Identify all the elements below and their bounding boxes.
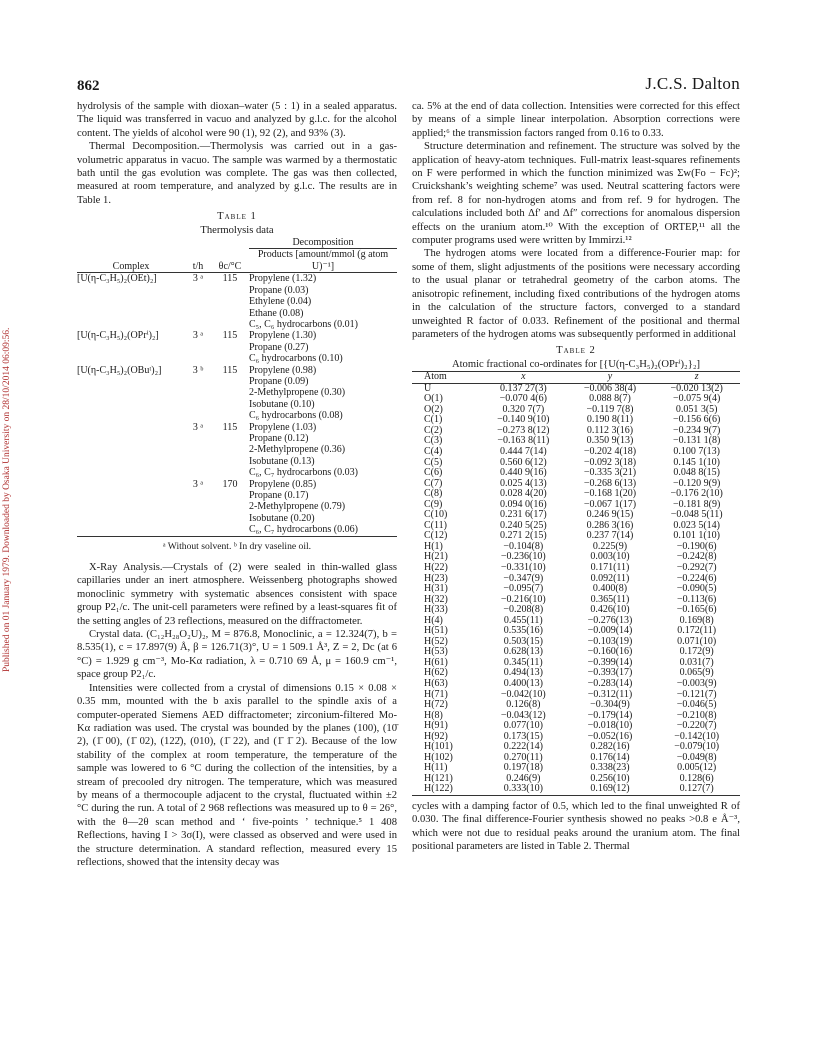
product-entry: C₆ hydrocarbons (0.08) (249, 410, 343, 422)
table-cell: 0.246 9(15) (586, 509, 634, 521)
table-cell: H(52) (424, 635, 448, 647)
table-row (77, 365, 397, 422)
table-cell: 0.101 1(10) (673, 530, 720, 542)
table-row (412, 679, 740, 690)
table-row (77, 330, 397, 364)
table-cell: 0.444 7(14) (499, 445, 547, 457)
table-cell: −0.119 7(8) (586, 403, 634, 415)
table-cell: −0.142(10) (674, 730, 720, 742)
table-cell: H(23) (424, 572, 448, 584)
table-cell: 0.240 5(25) (499, 519, 547, 531)
table-cell: 0.270(11) (503, 751, 543, 763)
table-row (77, 422, 397, 479)
table-cell: H(122) (412, 784, 480, 795)
paragraph: hydrolysis of the sample with dioxan–water (5 : 1) in a sealed apparatus. The liquid was transferred in vacuo and analyzed by g.l.c. for the alcohol content. The yields of alcohol were 90 (1), 92 (2), and 93% (3). (77, 101, 397, 139)
table-cell: −0.242(8) (676, 551, 717, 563)
paragraph: Intensities were collected from a crystal of dimensions 0.15 × 0.08 × 0.35 mm, mounted with the b axis parallel to the spindle axis of a computer-operated Siemens AED diffractometer; zirconium-filtered Mo-Kα radiation was used. The crystal was bounded by the planes (100), (10̄ 2), (1̄ 00), (1̄ 02), (122̄), (010), (1̄ 22), and (1̄ 1̄ 2). Because of the low stability of the complex at room temperature, the temperature of the sample was lowered to 6 °C during the collection of the intensities, by a stream of precooled dry nitrogen. The temperature, which was measured by means of a thermocouple adjacent to the crystal, fluctuated within ±2 °C during the run. A total of 2 968 reflections was measured up to θ = 26°, with the θ—2θ scan method and ‘ five-points ’ technique.⁵ 1 408 Reflections, having I > 3σ(I), were classed as observed and were used in the structure determination. A standard reflection, measured every 15 reflections, showed that the intensity decay was (77, 682, 397, 868)
product-entry: C₆, C₇ hydrocarbons (0.06) (249, 524, 358, 536)
table-cell: −0.103(19) (587, 635, 633, 647)
table-cell: −0.095(7) (503, 583, 544, 595)
table-cell: 0.169(8) (679, 614, 714, 626)
table-cell: −0.020 13(2) (670, 382, 723, 394)
table-2 (412, 344, 740, 796)
product-entry: Propane (0.03) (249, 284, 309, 296)
table-cell: 0.494(13) (503, 667, 543, 679)
table-cell: H(31) (424, 583, 448, 595)
table-header-cell: x (480, 372, 567, 384)
table-cell: C(2) (424, 424, 443, 436)
table-cell: C(9) (424, 498, 443, 510)
table-cell: 0.051 3(5) (675, 403, 718, 415)
table-cell: 0.333(10) (480, 784, 567, 795)
table-cell: 0.092(11) (590, 572, 630, 584)
table-cell: H(102) (424, 751, 453, 763)
download-watermark: Published on 01 January 1979. Downloaded by Osaka University on 28/10/2014 06:09:56. (2, 327, 12, 673)
table-cell: −0.292(7) (676, 561, 717, 573)
table-cell: −0.052(16) (587, 730, 633, 742)
table-cell: 3 ᵃ (192, 330, 204, 342)
journal-name: J.C.S. Dalton (645, 74, 740, 93)
table-cell: H(22) (424, 561, 448, 573)
table-cell: C(5) (424, 456, 443, 468)
table-cell: H(62) (424, 667, 448, 679)
paragraph: ca. 5% at the end of data collection. Intensities were corrected for this effect by means of a simple linear interpolation. Absorption corrections were applied;⁶ the transmission factors ranged from 0.16 to 0.33. (412, 101, 740, 139)
table-cell: 0.440 9(16) (499, 467, 547, 479)
table-cell: −0.202 4(18) (583, 445, 637, 457)
table-cell: −0.181 8(9) (673, 498, 721, 510)
table-cell: 0.173(15) (503, 730, 543, 742)
table-cell: −0.283(14) (587, 677, 633, 689)
table-cell: C(4) (424, 445, 443, 457)
product-entry: 2-Methylpropene (0.30) (249, 387, 346, 399)
table-cell: 0.222(14) (503, 741, 543, 753)
table-cell: 0.137 27(3) (499, 382, 547, 394)
table-cell: 0.237 7(14) (586, 530, 634, 542)
product-entry: Ethane (0.08) (249, 307, 304, 319)
table-header-cell: y (567, 372, 654, 384)
table-cell: 3 ᵃ (192, 421, 204, 433)
table-cell: −0.140 9(10) (497, 414, 550, 426)
table-2-grid (412, 371, 740, 796)
table-cell: 3 ᵃ (192, 273, 204, 285)
table-cell: 0.282(16) (590, 741, 630, 753)
table-cell: 0.145 1(10) (673, 456, 720, 468)
table-cell: −0.399(14) (587, 656, 633, 668)
table-cell: 0.176(14) (590, 751, 630, 763)
table-cell: 0.231 6(17) (499, 509, 547, 521)
product-entry: Propane (0.09) (249, 375, 309, 387)
table-cell: H(63) (424, 677, 448, 689)
table-cell: 0.088 8(7) (589, 393, 631, 405)
table-header-cell: θc/°C (211, 249, 249, 273)
table-cell: 0.094 0(16) (499, 498, 547, 510)
table-cell: 0.003(10) (590, 551, 630, 563)
table-cell: −0.070 4(6) (499, 393, 547, 405)
table-cell: C(12) (424, 530, 448, 542)
table-cell: H(91) (424, 720, 448, 732)
table-header-cell (77, 237, 185, 249)
right-column (412, 100, 740, 854)
table-cell: −0.120 9(9) (673, 477, 721, 489)
table-cell: 115 (222, 421, 238, 433)
table-row (412, 563, 740, 574)
table-cell: 0.025 4(13) (499, 477, 547, 489)
table-cell: 0.455(11) (503, 614, 543, 626)
table-header-cell (185, 237, 211, 249)
table-header-cell: t/h (185, 249, 211, 273)
table-row (77, 479, 397, 537)
table-cell: 0.246(9) (506, 772, 541, 784)
table-cell: [U(η-C₃H₅)₂(OPrⁱ)₂] (77, 330, 159, 342)
table-row (412, 447, 740, 458)
table-cell: 0.286 3(16) (586, 519, 634, 531)
table-cell: [U(η-C₃H₅)₂(OBuᵗ)₂] (77, 364, 162, 376)
table-cell: 0.126(8) (506, 699, 541, 711)
table-1 (77, 210, 397, 553)
table-cell: −0.160(16) (587, 646, 633, 658)
table-cell: −0.006 38(4) (583, 382, 637, 394)
table-cell: −0.079(10) (674, 741, 720, 753)
table-cell: −0.276(13) (587, 614, 633, 626)
table-cell: U (424, 382, 432, 394)
table-cell: −0.046(5) (676, 699, 717, 711)
table-cell: −0.393(17) (587, 667, 633, 679)
table-cell: 0.172(11) (677, 625, 717, 637)
table-cell: −0.234 9(7) (673, 424, 721, 436)
table-cell: 0.320 7(7) (502, 403, 545, 415)
table-cell: −0.176 2(10) (670, 488, 723, 500)
table-cell: 0.256(10) (590, 772, 630, 784)
table-cell: C(7) (424, 477, 443, 489)
table-cell: 0.005(12) (677, 762, 717, 774)
table-cell: H(71) (424, 688, 448, 700)
table-cell: 0.028 4(20) (499, 488, 547, 500)
table-cell: 0.190 8(11) (586, 414, 634, 426)
table-cell: 0.197(18) (503, 762, 543, 774)
product-entry: C₆ hydrocarbons (0.10) (249, 353, 343, 365)
product-entry: Isobutane (0.13) (249, 455, 315, 467)
table-cell: H(1) (424, 540, 443, 552)
product-entry: Propylene (1.03) (249, 421, 317, 433)
table-cell: H(72) (424, 699, 448, 711)
product-entry: Ethylene (0.04) (249, 296, 312, 308)
table-cell: −0.208(8) (503, 604, 544, 616)
table-cell: 0.560 6(12) (499, 456, 547, 468)
product-entry: Propylene (0.98) (249, 364, 317, 376)
table-cell: 0.503(15) (503, 635, 543, 647)
table-cell: H(32) (424, 593, 448, 605)
table-cell: H(21) (424, 551, 448, 563)
table-cell: 0.400(13) (503, 677, 543, 689)
table-cell: 0.365(11) (590, 593, 630, 605)
table-cell: 3 ᵃ (185, 479, 211, 537)
table-header-cell: Products [amount/mmol (g atom U)⁻¹] (249, 249, 397, 273)
table-cell: 3 ᵇ (192, 364, 204, 376)
table-cell: −0.090(5) (676, 583, 717, 595)
table-cell: H(92) (424, 730, 448, 742)
table-cell: −0.179(14) (587, 709, 633, 721)
table-cell: 0.112 3(16) (586, 424, 634, 436)
table-cell: 0.338(23) (590, 762, 630, 774)
product-entry: 2-Methylpropene (0.79) (249, 501, 346, 513)
table-cell: −0.347(9) (503, 572, 544, 584)
table-cell: −0.067 1(17) (583, 498, 637, 510)
table-cell (249, 479, 397, 537)
paragraph: X-Ray Analysis.—Crystals of (2) were sealed in thin-walled glass capillaries under an inert atmosphere. Weissenberg photographs showed monoclinic symmetry with systematic absences consistent with space group P2₁/c. The unit-cell parameters were refined by a least-squares fit of the setting angles of 23 reflections, measured on the diffractometer. (77, 562, 397, 627)
table-cell: C(11) (424, 519, 447, 531)
table-cell: −0.104(8) (503, 540, 544, 552)
table-cell: −0.273 8(12) (497, 424, 550, 436)
table-cell: −0.075 9(4) (673, 393, 721, 405)
table-cell: 0.077(10) (503, 720, 543, 732)
table-cell: 0.127(7) (653, 784, 740, 795)
table-cell: −0.009(14) (587, 625, 633, 637)
paragraph: Structure determination and refinement. The structure was solved by the application of heavy-atom techniques. Full-matrix least-squares refinements on F were performed in which the function minimized was Σw(Fo − Fc)²; Cruickshank’s weighting scheme⁷ was used. Neutral scattering factors were from ref. 8 for non-hydrogen atoms and from ref. 9 for hydrogen. The calculations included both Δf′ and Δf″ corrections for anomalous dispersion effects on the uranium atom.¹⁰ With the exception of ORTEP,¹¹ all the computer programs used were written by Immirzi.¹² (412, 141, 740, 247)
table-cell: 0.128(6) (679, 772, 714, 784)
table-cell: 0.271 2(15) (499, 530, 547, 542)
table-cell: −0.003(9) (676, 677, 717, 689)
product-entry: Propylene (1.32) (249, 273, 317, 285)
table-cell: −0.092 3(18) (583, 456, 637, 468)
table-cell (77, 479, 185, 537)
table-cell: −0.156 6(6) (673, 414, 721, 426)
table-cell: −0.190(6) (676, 540, 717, 552)
table-cell: −0.043(12) (500, 709, 546, 721)
table-cell: H(61) (424, 656, 448, 668)
paragraph: cycles with a damping factor of 0.5, which led to the final unweighted R of 0.030. The final difference-Fourier synthesis showed no peaks >0.8 e Å⁻³, which were not due to residual peaks around the uranium atom. The final positional parameters are listed in Table 2. Thermal (412, 801, 740, 853)
table-cell: −0.236(10) (500, 551, 546, 563)
product-entry: Propylene (0.85) (249, 478, 317, 490)
product-entry: Propane (0.12) (249, 432, 309, 444)
table-cell (249, 365, 397, 422)
paragraph: Crystal data. (C₁₂H₂₈O₂U)₂, M = 876.8, Monoclinic, a = 12.324(7), b = 8.535(1), c = 17.897(9) Å, β = 126.71(3)°, U = 1 509.1 Å³, Z = 2, Dc (at 6 °C) = 1.929 g cm⁻³, Mo-Kα radiation, λ = 0.710 69 Å, μ = 160.9 cm⁻¹, space group P2₁/c. (77, 629, 397, 681)
table-cell (77, 422, 185, 479)
paragraph: Thermal Decomposition.—Thermolysis was carried out in a gas-volumetric apparatus in vacuo. The sample was warmed by a thermostatic bath until the gas evolution was complete. The gas was then collected, measured at room temperature, and analyzed by g.l.c. The results are in Table 1. (77, 141, 397, 206)
table-cell: H(53) (424, 646, 448, 658)
table-cell: 0.400(8) (592, 583, 628, 595)
table-cell: −0.048 5(11) (670, 509, 723, 521)
table-cell: −0.335 3(21) (583, 467, 637, 479)
table-cell: C(3) (424, 435, 443, 447)
paragraph: The hydrogen atoms were located from a difference-Fourier map: for some of them, slight adjustments of the positions were necessary according to the usual planar or tetrahedral geometry of the carbon atoms. The anisotropic refinement, including fixed contributions of the hydrogen atoms in the calculation of the structure factors, converged to a standard unweighted R factor of 0.033. Refinement of the positional and thermal parameters of the hydrogen atoms was subsequently performed in additional (412, 248, 740, 340)
table-footnote: ᵃ Without solvent. ᵇ In dry vaseline oil. (162, 540, 312, 552)
table-cell: −0.210(8) (676, 709, 717, 721)
product-entry: Isobutane (0.10) (249, 398, 315, 410)
table-cell: 0.225(9) (592, 540, 628, 552)
table-cell: C(8) (424, 488, 443, 500)
table-cell: O(2) (424, 403, 443, 415)
table-1-grid (77, 237, 397, 537)
table-group-header: Decomposition (249, 237, 397, 249)
table-cell: −0.312(11) (587, 688, 633, 700)
table-cell: −0.131 1(8) (673, 435, 721, 447)
product-entry: Propane (0.17) (249, 490, 309, 501)
table-cell: 0.172(9) (679, 646, 714, 658)
table-cell: −0.224(6) (676, 572, 717, 584)
table-header-cell: Complex (77, 249, 185, 273)
product-entry: Isobutane (0.20) (249, 512, 315, 524)
table-cell: C(10) (424, 509, 448, 521)
table-cell: 0.628(13) (503, 646, 543, 658)
product-entry: C₅, C₆ hydrocarbons (0.01) (249, 318, 358, 330)
table-cell (249, 422, 397, 479)
table-cell: H(51) (424, 625, 448, 637)
table-cell: H(11) (424, 762, 448, 774)
table-cell: 170 (211, 479, 249, 537)
table-header-cell: Atom (412, 372, 480, 384)
table-cell: O(1) (424, 393, 443, 405)
table-cell: H(33) (424, 604, 448, 616)
table-title: Thermolysis data (200, 224, 274, 236)
table-cell: −0.168 1(20) (583, 488, 637, 500)
table-cell: −0.268 6(13) (583, 477, 637, 489)
table-row (77, 273, 397, 331)
table-row (412, 784, 740, 795)
table-cell: C(1) (424, 414, 443, 426)
table-cell: −0.121(7) (676, 688, 717, 700)
table-cell: 0.031(7) (679, 656, 714, 668)
table-caption: Table 2 (556, 345, 596, 357)
table-cell: 0.048 8(15) (673, 467, 720, 479)
table-cell: H(4) (424, 614, 443, 626)
table-cell: H(8) (424, 709, 443, 721)
table-cell: 0.171(11) (590, 561, 630, 573)
table-cell: C(6) (424, 467, 443, 479)
table-cell: −0.304(9) (590, 699, 630, 711)
table-cell: [U(η-C₃H₅)₂(OEt)₂] (77, 273, 157, 285)
table-title: Atomic fractional co-ordinates for [{U(η-C₃H₅)₂(OPrⁱ)₂}₂] (451, 358, 701, 370)
table-cell: −0.049(8) (676, 751, 717, 763)
table-cell: −0.165(6) (676, 604, 717, 616)
product-entry: 2-Methylpropene (0.36) (249, 444, 346, 456)
table-cell: H(121) (424, 772, 453, 784)
table-cell: −0.216(10) (500, 593, 546, 605)
table-row (412, 468, 740, 479)
table-cell: 0.023 5(14) (673, 519, 720, 531)
table-cell: 0.071(10) (677, 635, 717, 647)
table-cell: −0.331(10) (500, 561, 546, 573)
product-entry: Propylene (1.30) (249, 330, 317, 342)
table-cell: H(101) (424, 741, 453, 753)
table-cell: −0.042(10) (500, 688, 546, 700)
table-cell: 0.426(10) (590, 604, 630, 616)
page-number: 862 (77, 78, 100, 94)
table-cell: 0.535(16) (503, 625, 543, 637)
table-cell: −0.113(6) (676, 593, 717, 605)
table-cell: 115 (222, 364, 238, 376)
table-cell: 0.065(9) (679, 667, 714, 679)
product-entry: C₆, C₇ hydrocarbons (0.03) (249, 467, 358, 479)
table-cell: −0.018(10) (587, 720, 633, 732)
table-cell (249, 273, 397, 331)
table-cell: 0.169(12) (567, 784, 654, 795)
table-cell: 115 (222, 273, 238, 285)
left-column (77, 100, 397, 869)
table-cell: 0.100 7(13) (673, 445, 720, 457)
table-header-cell: z (653, 372, 740, 384)
product-entry: Propane (0.27) (249, 341, 309, 353)
table-cell: 0.350 9(13) (586, 435, 634, 447)
table-cell: −0.163 8(11) (497, 435, 550, 447)
table-cell: 0.345(11) (503, 656, 543, 668)
table-cell (249, 330, 397, 364)
table-cell: −0.220(7) (676, 720, 717, 732)
table-cell: 115 (222, 330, 238, 342)
table-caption: Table 1 (217, 211, 257, 223)
table-header-cell (211, 237, 249, 249)
